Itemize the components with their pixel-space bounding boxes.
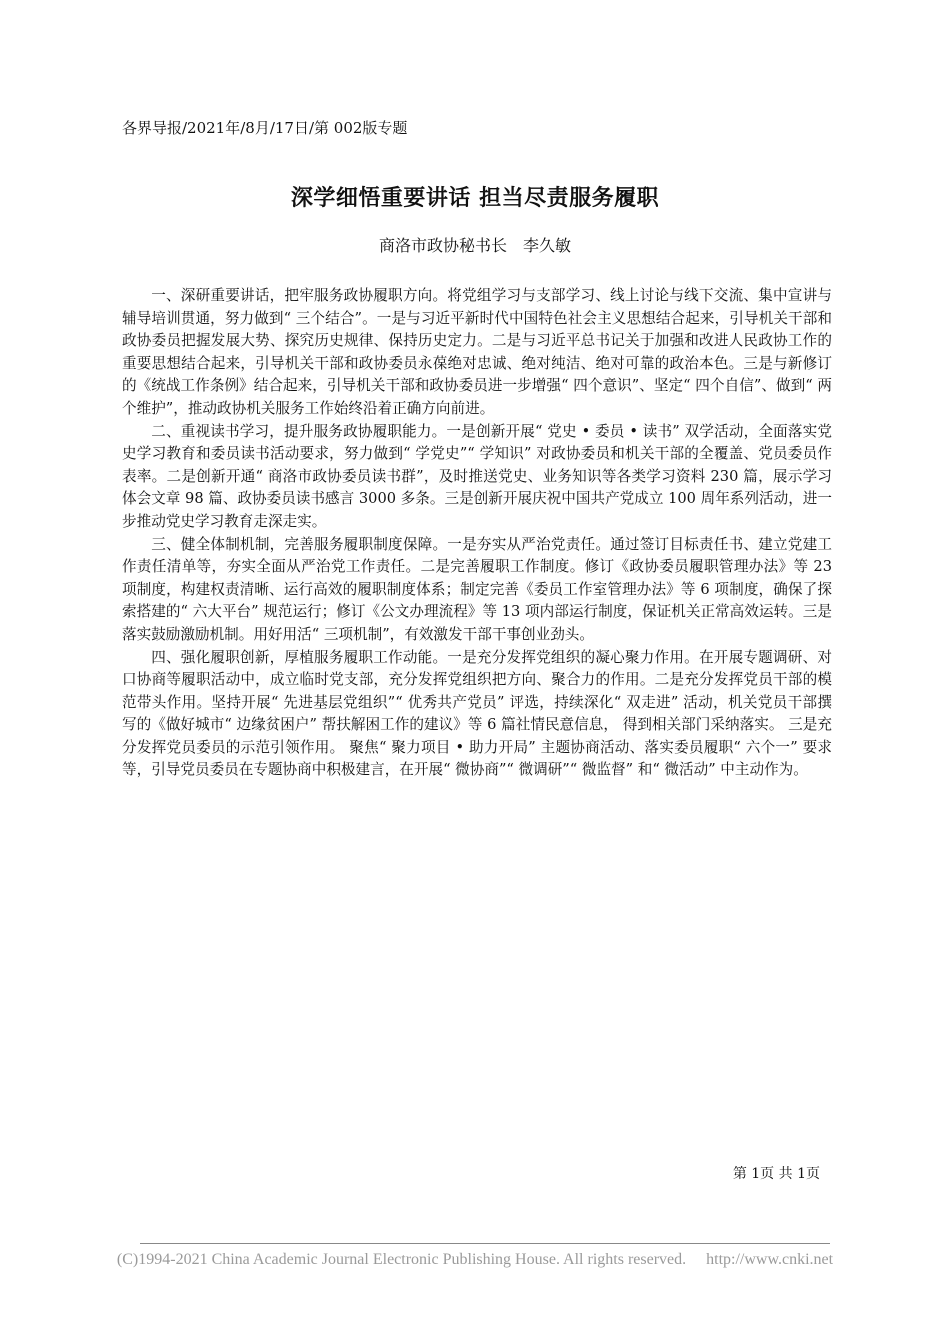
article-body: [122, 285, 832, 782]
paragraph-2: 二、重视读书学习，提升服务政协履职能力。一是创新开展“ 党史 • 委员 • 读书” 双学活动，全面落实党史学习教育和委员读书活动要求，努力做到“ 学党史”“ 学知识” 对政协委员和机关干部的全覆盖、党员委员作表率。二是创新开通“ 商洛市政协委员读书群”，及时推送党史、业务知识等各类学习资料 230 篇，展示学习体会文章 98 篇、政协委员读书感言 3000 多条。三是创新开展庆祝中国共产党成立 100 周年系列活动，进一步推动党史学习教育走深走实。: [122, 422, 832, 530]
paragraph-3: 三、健全体制机制，完善服务履职制度保障。一是夯实从严治党责任。通过签订目标责任书、建立党建工作责任清单等，夯实全面从严治党工作责任。二是完善履职工作制度。修订《政协委员履职管理办法》等 23 项制度，构建权责清晰、运行高效的履职制度体系；制定完善《委员工作室管理办法》等 6 项制度，确保了探索搭建的“ 六大平台” 规范运行；修订《公文办理流程》等 13 项内部运行制度，保证机关正常高效运转。三是落实鼓励激励机制。用好用活“ 三项机制”，有效激发干部干事创业劲头。: [122, 535, 832, 643]
source-line: 各界导报/2021年/8月/17日/第 002版专题: [122, 119, 408, 137]
paragraph-1: 一、深研重要讲话，把牢服务政协履职方向。将党组学习与支部学习、线上讨论与线下交流、集中宣讲与辅导培训贯通，努力做到“ 三个结合”。一是与习近平新时代中国特色社会主义思想结合起来，引导机关干部和政协委员把握发展大势、探究历史规律、保持历史定力。二是与习近平总书记关于加强和改进人民政协工作的重要思想结合起来，引导机关干部和政协委员永葆绝对忠诚、绝对纯洁、绝对可靠的政治本色。三是与新修订的《统战工作条例》结合起来，引导机关干部和政协委员进一步增强“ 四个意识”、坚定“ 四个自信”、做到“ 两个维护”，推动政协机关服务工作始终沿着正确方向前进。: [122, 287, 832, 417]
page-number: 第 1页 共 1页: [732, 1166, 820, 1182]
copyright-notice: (C)1994-2021 China Academic Journal Electronic Publishing House. All rights reserved. http://www.cnki.net: [116, 1251, 834, 1268]
footer-divider: [140, 1243, 830, 1244]
article-title: 深学细悟重要讲话 担当尽责服务履职: [290, 186, 660, 211]
paragraph-4: 四、强化履职创新，厚植服务履职工作动能。一是充分发挥党组织的凝心聚力作用。在开展专题调研、对口协商等履职活动中，成立临时党支部，充分发挥党组织把方向、聚合力的作用。二是充分发挥党员干部的模范带头作用。坚持开展“ 先进基层党组织”“ 优秀共产党员” 评选，持续深化“ 双走进” 活动，机关党员干部撰写的《做好城市“ 边缘贫困户” 帮扶解困工作的建议》等 6 篇社情民意信息， 得到相关部门采纳落实。 三是充分发挥党员委员的示范引领作用。 聚焦“ 聚力项目 • 助力开局” 主题协商活动、落实委员履职“ 六个一” 要求等，引导党员委员在专题协商中积极建言，在开展“ 微协商”“ 微调研”“ 微监督” 和“ 微活动” 中主动作为。: [122, 648, 832, 779]
article-author: 商洛市政协秘书长 李久敏: [378, 236, 571, 255]
